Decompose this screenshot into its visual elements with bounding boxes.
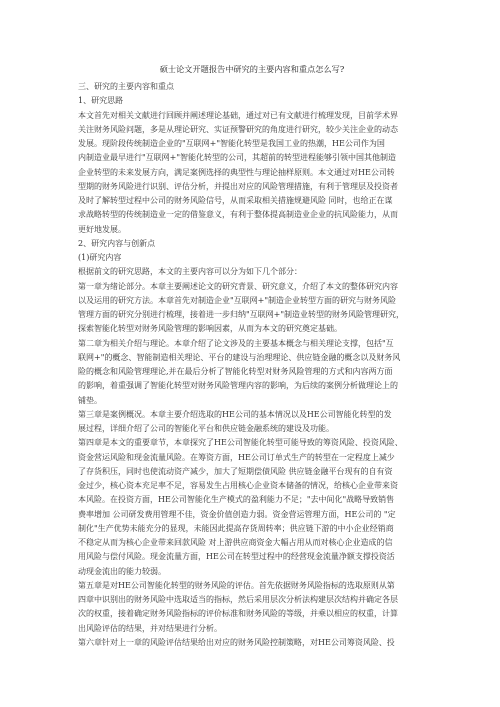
paragraph-lines	[78, 80, 426, 650]
text-line: 管理方面的研究分别进行梳理，接着进一步归纳"互联网+"制造业转型的财务风险管理研究，	[78, 310, 405, 319]
text-line: 第四章是本文的重要章节，本章探究了HE公司智能化转型可能导致的筹资风险、投资风险、	[78, 438, 403, 448]
text-line: 探索智能化转型对财务风险管理的影响因素，从而为本文的研究奠定基础。	[78, 324, 342, 334]
text-line: 用风险与偿付风险。现金流量方面，HE公司在转型过程中的经营现金流量净额支撑投资活	[78, 552, 395, 562]
text-line: 动现金流出的能力较弱。	[78, 566, 166, 576]
text-line: 及时了解转型过程中公司的财务风险信号，从而采取相关措施规避风险 同时，也给正在谋	[78, 196, 393, 205]
text-line: 四章中识别出的财务风险中选取适当的指标，然后采用层次分析法构建层次结构并确定各层	[78, 595, 398, 604]
text-line: 金过少，核心资本充足率不足，容易发生占用核心企业资本储备的情况，给核心企业带来资	[78, 481, 398, 490]
text-line: 企业转型的未来发展方向，满足案例选择的典型性与理论抽样原则。本文通过对HE公司转	[78, 167, 395, 177]
text-line: 1、研究思路	[78, 96, 124, 106]
document-title: 硕士论文开题报告中研究的主要内容和重点怎么写?	[159, 64, 345, 74]
text-line: 险的概念和风险管理理论,并在最后分析了智能化转型对财务风险管理的方式和内容两方面	[78, 367, 393, 376]
text-line: 更好地发展。	[78, 224, 126, 234]
text-line: 第三章是案例概况。本章主要介绍选取的HE公司的基本情况以及HE公司智能化转型的发	[78, 409, 392, 419]
text-line: 资金营运风险和现金流量风险。在筹资方面，HE公司订单式生产的转型在一定程度上减少	[78, 452, 395, 462]
text-line: 求战略转型的传统制造业一定的借鉴意义，有利于整体提高制造业企业的抗风险能力，从而	[78, 210, 398, 220]
text-line: 本文首先对相关文献进行回顾并阐述理论基础，通过对已有文献进行梳理发现，目前学术界	[78, 110, 398, 120]
text-line: 展过程，详细介绍了公司的智能化平台和供应链金融系统的建设及功能。	[78, 424, 334, 433]
text-line: 制化"生产优势未能充分的显现，未能因此提高存货周转率；供应链下游的中小企业经销商	[78, 523, 394, 533]
text-line: 了存货积压，同时也使流动资产减少，加大了短期偿债风险 供应链金融平台现有的自有资	[78, 466, 393, 476]
text-line: 2、研究内容与创新点	[78, 238, 156, 248]
text-line: (1)研究内容	[78, 253, 122, 262]
text-line: 出风险评估的结果，并对结果进行分析。	[78, 623, 222, 633]
text-line: 根据前文的研究思路，本文的主要内容可以分为如下几个部分：	[78, 267, 302, 277]
text-line: 型期的财务风险进行识别、评估分析，并提出对应的风险管理措施，有利于管理层及投资者	[78, 181, 398, 191]
text-line: 第二章为相关介绍与理论。本章介绍了论文涉及的主要基本概念与相关理论支撑，包括"互	[78, 338, 394, 348]
text-line: 的影响，着重强调了智能化转型对财务风险管理内容的影响，为后续的案例分析做理论上的	[78, 381, 398, 391]
text-line: 费率增加 公司研发费用管理不佳，资金价值创造力弱。资金营运管理方面，HE公司的 "定	[78, 509, 396, 519]
text-line: 三、研究的主要内容和重点	[78, 82, 174, 91]
text-line: 次的权重，接着确定财务风险指标的评价标准和财务风险的等级，并乘以相应的权重，计算	[78, 609, 398, 619]
text-line: 联网+"的概念、智能制造相关理论、平台的建设与治理理论、供应链金融的概念以及财务风	[78, 352, 401, 362]
text-line: 铺垫。	[78, 395, 102, 405]
text-line: 第六章针对上一章的风险评估结果给出对应的财务风险控制策略，对HE公司筹资风险、投	[78, 637, 395, 647]
text-line: 第一章为绪论部分。本章主要阐述论文的研究背景、研究意义，介绍了本文的整体研究内容	[78, 281, 398, 291]
text-line: 第五章是对HE公司智能化转型的财务风险的评估。首先依据财务风险指标的选取原则从第	[78, 580, 395, 590]
text-line: 本风险。在投资方面，HE公司智能化生产模式的盈利能力不足；"去中间化"战略导致销售	[78, 495, 395, 505]
text-line: 不稳定从而为核心企业带来回款风险 对上游供应商资金大幅占用从而对核心企业造成的信	[78, 538, 393, 547]
text-line: 发展。现阶段传统制造企业的"互联网+"智能化转型是我国工业的热潮，HE公司作为国	[78, 139, 385, 148]
text-line: 以及运用的研究方法。本章首先对制造企业"互联网+"制造企业转型方面的研究与财务风险	[78, 295, 397, 305]
document-body	[78, 62, 426, 650]
text-line: 内制造业最早进行"互联网+"智能化转型的公司，其超前的转型进程能够引领中国其他制造	[78, 153, 397, 163]
text-line: 关注财务风险问题，多是从理论研究、实证预警研究的角度进行研究，较少关注企业的动态	[78, 124, 398, 134]
